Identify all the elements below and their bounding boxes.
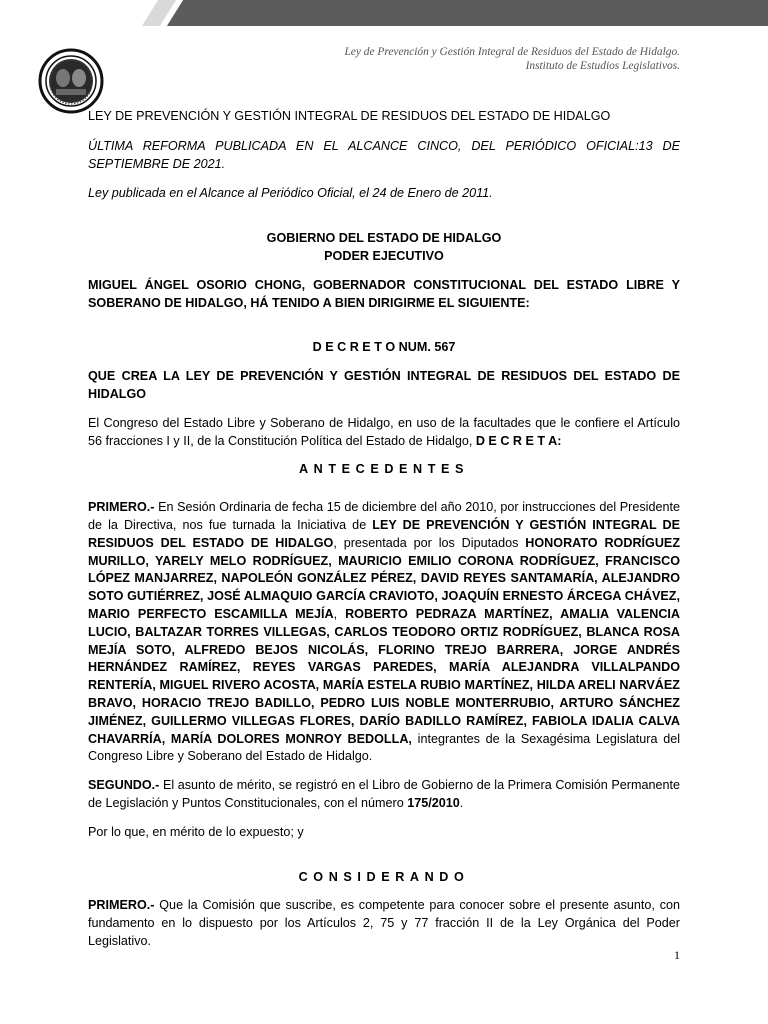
por-lo-que: Por lo que, en mérito de lo expuesto; y	[88, 824, 304, 839]
primero-label: PRIMERO.-	[88, 500, 155, 515]
primero-closing: integrantes de la Sexagésima Legislatura del Congreso Libre y Soberano del Estado de Hidalgo.	[88, 731, 681, 764]
segundo-label: SEGUNDO.-	[88, 778, 160, 793]
primero-comma: ,	[333, 606, 338, 621]
state-seal-logo	[38, 48, 104, 114]
executive-power-line: PODER EJECUTIVO	[324, 248, 444, 263]
primero-deputies-cont: ROBERTO PEDRAZA MARTÍNEZ, AMALIA VALENCIA LUCIO, BALTAZAR TORRES VILLEGAS, CARLOS TEODORO ORTIZ RODRÍGUEZ, BLANCA ROSA MEJÍA SOTO, ALFREDO BEJOS NICOLÁS, FLORINO TREJO BARRERA, JORGE ANDRÉS HERNÁNDEZ RAMÍREZ, REYES VARGAS PAREDES, MARÍA ALEJANDRA VILLALPANDO RENTERÍA, MIGUEL RIVERO ACOSTA, MARÍA ESTELA RUBIO MARTÍNEZ, HILDA ARELI NARVÁEZ BRAVO, HORACIO TREJO BADILLO, PEDRO LUIS NOBLE MONTERRUBIO, ARTURO SÁNCHEZ JIMÉNEZ, GUILLERMO VILLEGAS FLORES, DARÍO BADILLO RAMÍREZ, FABIOLA IDALIA CALVA CHAVARRÍA, MARÍA DOLORES MONROY BEDOLLA,	[88, 606, 681, 746]
considerando-heading: CONSIDERANDO	[298, 869, 470, 884]
segundo-text: El asunto de mérito, se registró en el Libro de Gobierno de la Primera Comisión Permanente de Legislación y Puntos Constitucionales, con el número	[88, 778, 680, 810]
header-institute: Instituto de Estudios Legislativos.	[525, 60, 680, 72]
considerando-primero-text: Que la Comisión que suscribe, es competente para conocer sobre el presente asunto, con fundamento en lo dispuesto por los Artículos 2, 75 y 77 fracción II de la Ley Orgánica del Poder Legislativo.	[88, 898, 681, 948]
decree-number: D E C R E T O NUM. 567	[312, 340, 456, 355]
considerando-primero-label: PRIMERO.-	[88, 898, 155, 913]
antecedentes-segundo	[88, 777, 680, 813]
decree-title: QUE CREA LA LEY DE PREVENCIÓN Y GESTIÓN INTEGRAL DE RESIDUOS DEL ESTADO DE HIDALGO	[88, 369, 680, 401]
decreta-label: D E C R E T A:	[475, 433, 562, 448]
segundo-number: 175/2010	[407, 795, 460, 810]
antecedentes-primero	[88, 499, 680, 766]
congress-paragraph	[88, 415, 680, 451]
document-body	[88, 108, 680, 951]
last-reform-note: ÚLTIMA REFORMA PUBLICADA EN EL ALCANCE CINCO, DEL PERIÓDICO OFICIAL:13 DE SEPTIEMBRE DE 2021.	[88, 138, 680, 171]
page-number: 1	[674, 948, 680, 962]
congress-text: El Congreso del Estado Libre y Soberano de Hidalgo, en uso de la facultades que le confiere el Artículo 56 fracciones I y II, de la Constitución Política del Estado de Hidalgo,	[88, 415, 680, 448]
document-header	[344, 45, 680, 73]
segundo-end: .	[459, 795, 464, 810]
primero-deputies: HONORATO RODRÍGUEZ MURILLO, YARELY MELO RODRÍGUEZ, MAURICIO EMILIO CORONA RODRÍGUEZ, FRANCISCO LÓPEZ MANJARREZ, NAPOLEÓN GONZÁLEZ PÉREZ, DAVID REYES SANTAMARÍA, ALEJANDRO SOTO GUTIÉRREZ, JOSÉ ALMAQUIO GARCÍA CRAVIOTO, JOAQUÍN ERNESTO ÁRCEGA CHÁVEZ, MARIO PERFECTO ESCAMILLA MEJÍA	[88, 535, 681, 621]
law-title: LEY DE PREVENCIÓN Y GESTIÓN INTEGRAL DE RESIDUOS DEL ESTADO DE HIDALGO	[88, 109, 611, 123]
publication-note: Ley publicada en el Alcance al Periódico Oficial, el 24 de Enero de 2011.	[88, 186, 493, 201]
top-decorative-bar	[0, 0, 768, 26]
government-line: GOBIERNO DEL ESTADO DE HIDALGO	[266, 231, 502, 246]
primero-presented-by: , presentada por los Diputados	[333, 535, 519, 550]
primero-law-name: LEY DE PREVENCIÓN Y GESTIÓN INTEGRAL DE RESIDUOS DEL ESTADO DE HIDALGO	[88, 517, 680, 550]
header-law-title: Ley de Prevención y Gestión Integral de Residuos del Estado de Hidalgo.	[344, 46, 680, 58]
antecedentes-heading: ANTECEDENTES	[298, 462, 470, 477]
primero-text: En Sesión Ordinaria de fecha 15 de diciembre del año 2010, por instrucciones del Presidente de la Directiva, nos fue turnada la Iniciativa de	[88, 500, 680, 532]
governor-statement: MIGUEL ÁNGEL OSORIO CHONG, GOBERNADOR CONSTITUCIONAL DEL ESTADO LIBRE Y SOBERANO DE HIDALGO, HÁ TENIDO A BIEN DIRIGIRME EL SIGUIENTE:	[88, 277, 680, 310]
considerando-primero	[88, 897, 680, 950]
